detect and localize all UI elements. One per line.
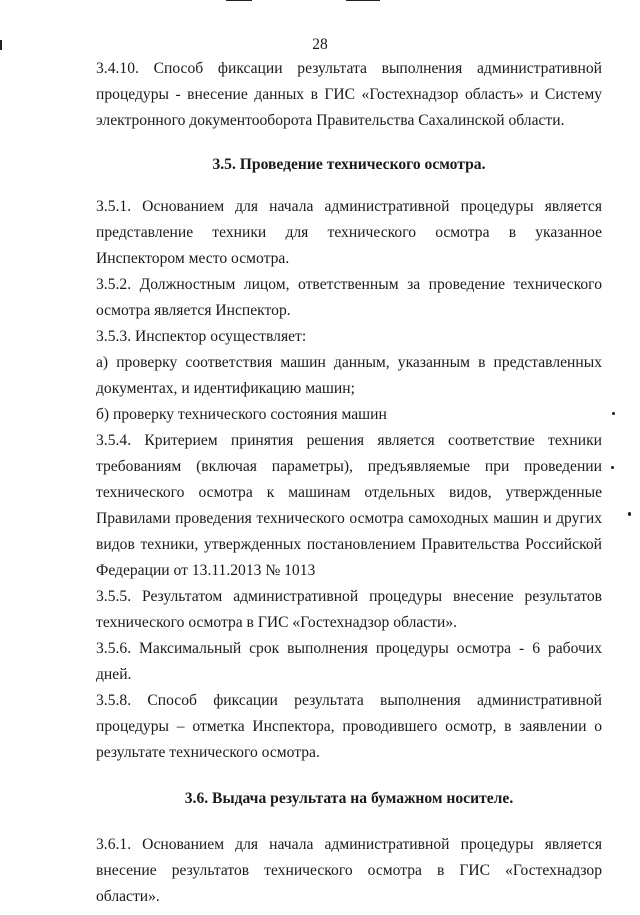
paragraph-3-6-1: 3.6.1. Основанием для начала административной процедуры является внесение результатов технического осмотра в ГИС «Гостехнадзор области». [96,836,602,905]
section-heading-3-5: 3.5. Проведение технического осмотра. [212,156,486,173]
paragraph-3-5-3: 3.5.3. Инспектор осуществляет: [96,328,307,345]
scan-mark-right-2 [611,466,614,469]
scan-mark-top [226,0,252,1]
document-body [96,56,602,910]
paragraph-3-5-1: 3.5.1. Основанием для начала административной процедуры является представление техники для технического осмотра в указанное Инспектором место осмотра. [96,198,602,267]
paragraph-3-5-8: 3.5.8. Способ фиксации результата выполнения административной процедуры – отметка Инспектора, проводившего осмотр, в заявлении о результате технического осмотра. [96,692,602,761]
section-heading-3-6: 3.6. Выдача результата на бумажном носителе. [184,790,514,807]
paragraph-3-5-4: 3.5.4. Критерием принятия решения является соответствие техники требованиям (включая параметры), предъявляемые при проведении технического осмотра к машинам отдельных видов, утвержденные Правилами проведения технического осмотра самоходных машин и других видов техники, утвержденных постановлением Правительства Российской Федерации от 13.11.2013 № 1013 [96,432,602,579]
paragraph-3-5-6: 3.5.6. Максимальный срок выполнения процедуры осмотра - 6 рабочих дней. [96,640,602,683]
paragraph-3-5-3-b: б) проверку технического состояния машин [96,406,387,423]
paragraph-3-5-3-a: а) проверку соответствия машин данным, указанным в представленных документах, и идентификацию машин; [96,354,602,397]
paragraph-3-4-10: 3.4.10. Способ фиксации результата выполнения административной процедуры - внесение данных в ГИС «Гостехнадзор область» и Систему электронного документооборота Правительства Сахалинской области. [96,60,602,129]
page-number: 28 [312,36,328,53]
paragraph-3-5-5: 3.5.5. Результатом административной процедуры внесение результатов технического осмотра в ГИС «Гостехнадзор области». [96,588,602,631]
paragraph-3-5-2: 3.5.2. Должностным лицом, ответственным за проведение технического осмотра является Инспектор. [96,276,602,319]
scan-mark-top-right [346,0,380,1]
scan-mark-right-1 [612,412,615,415]
scan-mark-left [0,40,2,50]
scan-mark-right-3 [628,512,631,516]
